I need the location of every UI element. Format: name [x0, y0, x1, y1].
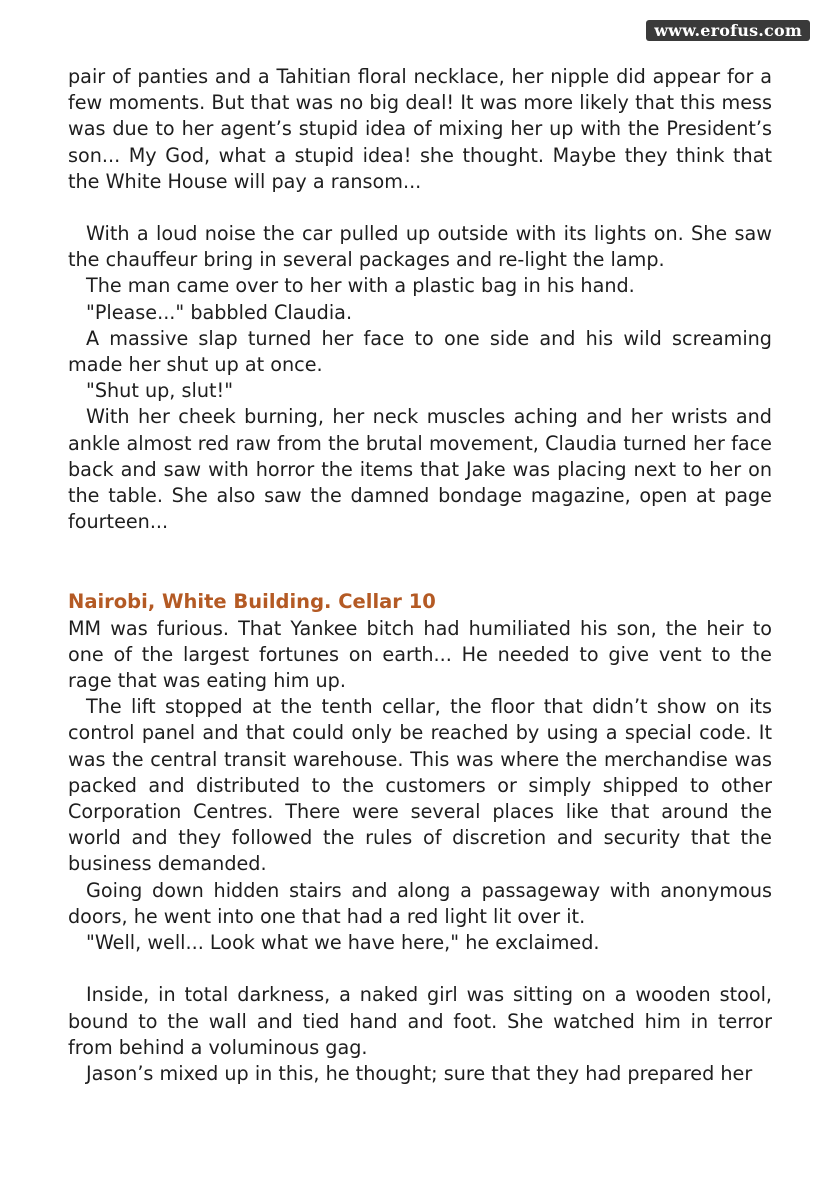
paragraph: Jason’s mixed up in this, he thought; sure that they had prepared her	[86, 1061, 753, 1085]
dialogue-line: "Well, well... Look what we have here," he exclaimed.	[86, 931, 600, 955]
paragraph-gap	[68, 195, 772, 221]
paragraph: A massive slap turned her face to one side and his wild screaming made her shut up at once.	[68, 326, 772, 377]
dialogue-line: "Please..." babbled Claudia.	[86, 300, 353, 324]
paragraph: The man came over to her with a plastic bag in his hand.	[86, 274, 635, 298]
site-watermark: www.erofus.com	[646, 20, 810, 41]
section-heading: Nairobi, White Building. Cellar 10	[68, 590, 436, 614]
section-gap	[68, 535, 772, 589]
paragraph: The lift stopped at the tenth cellar, the floor that didn’t show on its control panel and that could only be reached by using a special code. It was the central transit warehouse. This was where the merchandise was packed and distributed to the customers or simply shipped to other Corporation Centres. There were several places like that around the world and they followed the rules of discretion and security that the business demanded.	[68, 695, 772, 876]
paragraph: Going down hidden stairs and along a passageway with anonymous doors, he went into one that had a red light lit over it.	[68, 878, 772, 928]
paragraph: MM was furious. That Yankee bitch had humiliated his son, the heir to one of the largest fortunes on earth... He needed to give vent to the rage that was eating him up.	[68, 616, 772, 693]
dialogue-line: "Shut up, slut!"	[86, 379, 234, 403]
paragraph-continued: pair of panties and a Tahitian floral necklace, her nipple did appear for a few moments. But that was no big deal! It was more likely that this mess was due to her agent’s stupid idea of mixing her up with the President’s son... My God, what a stupid idea! she thought. Maybe they think that the White House will pay a ransom...	[68, 65, 772, 193]
paragraph: With her cheek burning, her neck muscles aching and her wrists and ankle almost red raw from the brutal movement, Claudia turned her face back and saw with horror the items that Jake was placing next to her on the table. She also saw the damned bondage magazine, open at page fourteen...	[68, 405, 772, 534]
paragraph: Inside, in total darkness, a naked girl was sitting on a wooden stool, bound to the wall and tied hand and foot. She watched him in terror from behind a voluminous gag.	[68, 983, 772, 1059]
paragraph-gap	[68, 956, 772, 982]
book-page	[68, 64, 772, 1087]
paragraph: With a loud noise the car pulled up outside with its lights on. She saw the chauffeur bring in several packages and re-light the lamp.	[68, 222, 772, 272]
